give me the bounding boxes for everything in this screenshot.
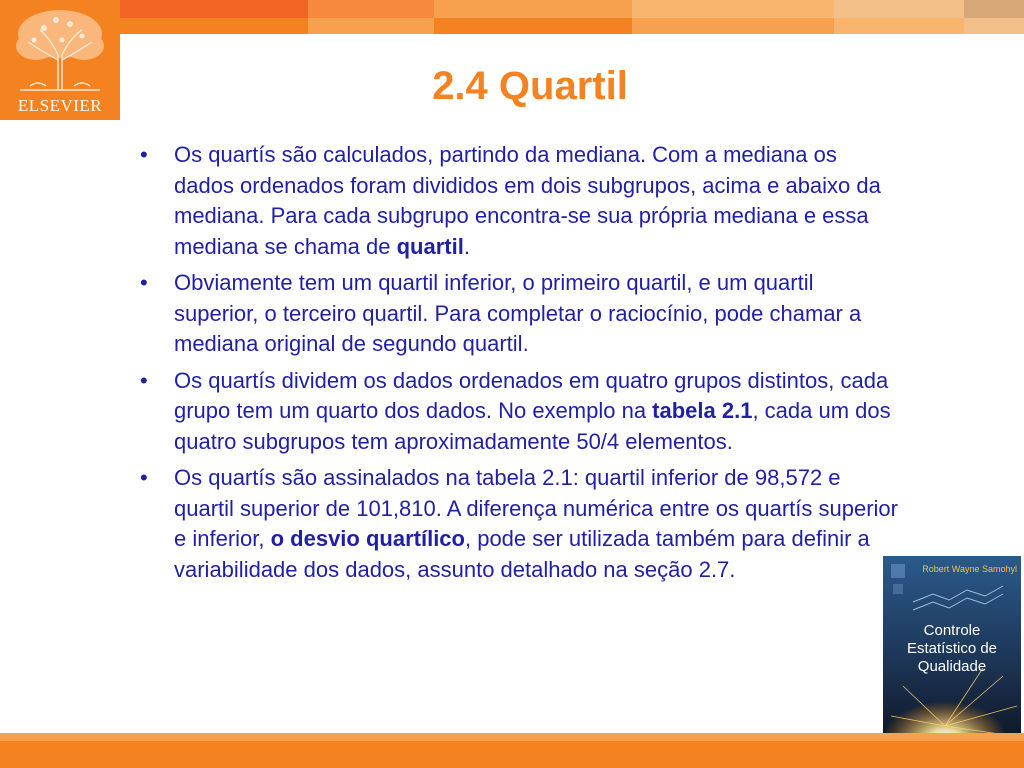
logo-wordmark: ELSEVIER [17,96,103,115]
book-title-line: Controle [923,622,981,639]
book-cover-image [883,556,1021,748]
slide-title: 2.4 Quartil [432,64,628,108]
bullet-text: Os quartís são calculados, partindo da mediana. Com a mediana os dados ordenados foram divididos em dois subgrupos, acima e abaixo da mediana. Para cada subgrupo encontra-se sua própria mediana e essa mediana se chama de [174,142,881,259]
bullet-icon: • [140,367,148,393]
bullet-text: Os quartís dividem os dados ordenados em quatro grupos distintos, cada grupo tem um quarto dos dados. No exemplo na [174,367,889,423]
bullet-icon: • [140,142,148,167]
book-title [883,622,1021,676]
list-item [140,268,900,360]
list-item [140,140,900,262]
bottom-stripe [0,733,1024,741]
bullet-text-tail: . [463,233,470,259]
bullet-bold-term: tabela 2.1 [652,398,753,423]
list-item [140,366,900,458]
book-author: Robert Wayne Samohyl [922,564,1017,574]
top-color-band [0,0,1024,34]
bullet-text-tail: , cada um dos quatro subgrupos tem aproximadamente 50/4 elementos. [174,398,891,454]
bullet-icon: • [140,270,148,295]
bullet-list [140,140,900,591]
bullet-bold-term: o desvio quartílico [270,526,465,551]
bottom-color-band [0,733,1024,768]
bullet-text: Obviamente tem um quartil inferior, o primeiro quartil, e um quartil superior, o terceiro quartil. Para completar o raciocínio, pode chamar a mediana original de segundo quartil. [174,270,862,356]
list-item [140,463,900,585]
bullet-text: Os quartís são assinalados na tabela 2.1: quartil inferior de 98,572 e quartil superior de 101,810. A diferença numérica entre os quartís superior e inferior, [174,465,898,551]
book-title-line: Estatístico de [906,640,998,657]
bullet-bold-term: quartil [396,233,464,259]
bullet-icon: • [140,465,148,490]
book-title-line: Qualidade [917,658,987,675]
bullet-text-tail: , pode ser utilizada também para definir a variabilidade dos dados, assunto detalhado na seção 2.7. [174,526,870,582]
